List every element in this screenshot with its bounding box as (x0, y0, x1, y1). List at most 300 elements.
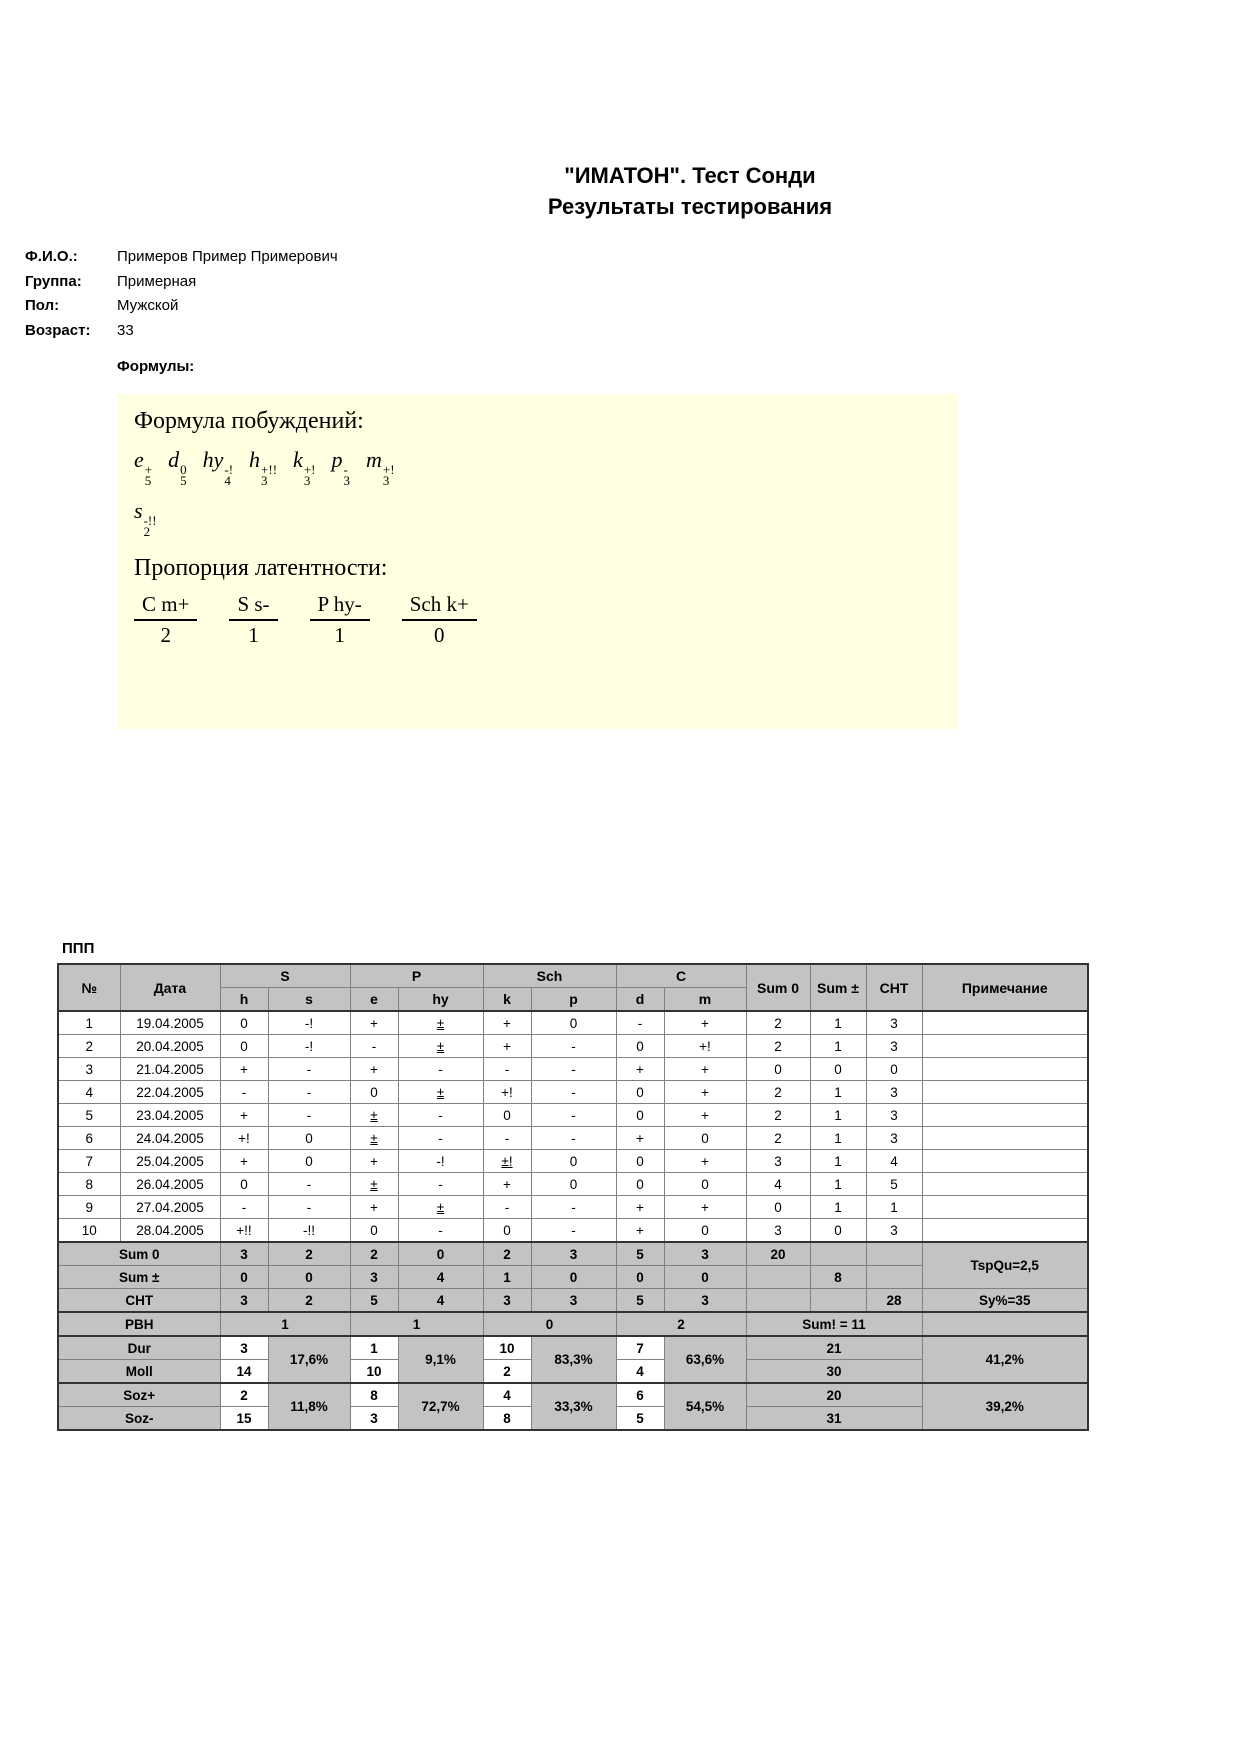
cell: + (350, 1150, 398, 1173)
cell (922, 1196, 1088, 1219)
cell: 0 (866, 1058, 922, 1081)
col-header-date: Дата (120, 964, 220, 1011)
table-row (58, 1035, 1088, 1058)
col-header-hy: hy (398, 988, 483, 1012)
cell: 0 (220, 1011, 268, 1035)
note-cell: 39,2% (922, 1383, 1088, 1430)
cell: + (350, 1058, 398, 1081)
cell: 72,7% (398, 1383, 483, 1430)
cell: 4 (398, 1289, 483, 1313)
cell (922, 1035, 1088, 1058)
cell (922, 1127, 1088, 1150)
formula-box (118, 394, 958, 729)
term-sub: 2 (143, 524, 151, 539)
col-header-e: e (350, 988, 398, 1012)
cell: - (531, 1127, 616, 1150)
cell (746, 1289, 810, 1313)
cell: 0 (398, 1242, 483, 1266)
summary-row-sozp (58, 1383, 1088, 1407)
summary-row-sum0 (58, 1242, 1088, 1266)
summary-row-rvn (58, 1312, 1088, 1336)
cell: - (398, 1219, 483, 1243)
cell: 2 (483, 1242, 531, 1266)
cell: + (350, 1011, 398, 1035)
formula-term: hy -! 4 (202, 447, 234, 488)
cell (810, 1242, 866, 1266)
cell: 8 (810, 1266, 866, 1289)
cell: 27.04.2005 (120, 1196, 220, 1219)
cell: 5 (616, 1242, 664, 1266)
col-header-cht: СНТ (866, 964, 922, 1011)
cell: - (350, 1035, 398, 1058)
cell: 10 (350, 1360, 398, 1384)
cell: +! (483, 1081, 531, 1104)
table-row (58, 1058, 1088, 1081)
table-row (58, 1173, 1088, 1196)
cell: 3 (531, 1242, 616, 1266)
page-title (140, 160, 1240, 222)
cell: 7 (58, 1150, 120, 1173)
term-sup: -! (224, 462, 234, 477)
summary-row-cht (58, 1289, 1088, 1313)
cell: 8 (58, 1173, 120, 1196)
cell: - (531, 1196, 616, 1219)
cell: - (268, 1173, 350, 1196)
cell: 21 (746, 1336, 922, 1360)
cell: 20 (746, 1242, 810, 1266)
cell: 0 (810, 1058, 866, 1081)
cell: 3 (350, 1266, 398, 1289)
fraction-denominator: 1 (248, 623, 259, 647)
note-cell (922, 1312, 1088, 1336)
term-sub: 3 (343, 473, 350, 488)
cell: 10 (483, 1336, 531, 1360)
col-header-m: m (664, 988, 746, 1012)
cell: + (616, 1219, 664, 1243)
cell: - (483, 1127, 531, 1150)
cell: 2 (483, 1360, 531, 1384)
table-row (58, 1150, 1088, 1173)
cell: 1 (483, 1266, 531, 1289)
term-sup: 0 (180, 462, 187, 477)
cell: - (268, 1196, 350, 1219)
fraction-denominator: 0 (434, 623, 445, 647)
term-sub: 5 (144, 473, 152, 488)
latency-fraction (402, 592, 477, 648)
cell: + (483, 1035, 531, 1058)
info-value: Мужской (117, 297, 179, 314)
row-label: Sum ± (58, 1266, 220, 1289)
cell: 25.04.2005 (120, 1150, 220, 1173)
cell: 3 (664, 1242, 746, 1266)
cell: - (531, 1058, 616, 1081)
cell: 0 (483, 1104, 531, 1127)
cell: 1 (866, 1196, 922, 1219)
col-header-no: № (58, 964, 120, 1011)
cell: 4 (58, 1081, 120, 1104)
cell: 2 (616, 1312, 746, 1336)
cell: 5 (616, 1289, 664, 1313)
cell: 1 (810, 1104, 866, 1127)
table-row (58, 1219, 1088, 1243)
cell: 1 (810, 1011, 866, 1035)
page-title-line2: Результаты тестирования (547, 194, 833, 219)
cell: 8 (483, 1407, 531, 1431)
cell: 11,8% (268, 1383, 350, 1430)
cell (810, 1289, 866, 1313)
cell: 3 (746, 1150, 810, 1173)
cell (922, 1058, 1088, 1081)
formulas-label: Формулы: (117, 358, 195, 375)
cell: 1 (58, 1011, 120, 1035)
cell: ±! (483, 1150, 531, 1173)
term-sup: -!! (143, 513, 157, 528)
cell: 0 (220, 1035, 268, 1058)
cell: 8 (350, 1383, 398, 1407)
cell: - (268, 1081, 350, 1104)
cell: 5 (58, 1104, 120, 1127)
table-row (58, 1011, 1088, 1035)
cell (866, 1266, 922, 1289)
cell: 0 (616, 1266, 664, 1289)
drive-formula-line1 (134, 447, 942, 486)
cell: + (483, 1011, 531, 1035)
cell: 5 (866, 1173, 922, 1196)
info-label: Группа: (25, 272, 82, 290)
cell: 5 (350, 1289, 398, 1313)
summary-row-dur (58, 1336, 1088, 1360)
formula-term: k +! 3 (293, 447, 316, 488)
cell: 3 (866, 1219, 922, 1243)
formula-term: e + 5 (134, 447, 153, 488)
cell: + (483, 1173, 531, 1196)
col-group-s: S (220, 964, 350, 988)
cell: -! (268, 1035, 350, 1058)
cell: + (616, 1196, 664, 1219)
term-sup: +!! (261, 462, 278, 477)
col-header-d: d (616, 988, 664, 1012)
cell: 2 (746, 1035, 810, 1058)
cell: 3 (220, 1242, 268, 1266)
col-header-s: s (268, 988, 350, 1012)
cell: 0 (664, 1266, 746, 1289)
term-sub: 3 (261, 473, 268, 488)
cell: 1 (350, 1336, 398, 1360)
cell: 0 (746, 1196, 810, 1219)
cell (922, 1081, 1088, 1104)
fraction-denominator: 1 (334, 623, 345, 647)
cell: 6 (616, 1383, 664, 1407)
cell: 1 (810, 1035, 866, 1058)
cell: 26.04.2005 (120, 1173, 220, 1196)
cell: 0 (483, 1312, 616, 1336)
cell (922, 1011, 1088, 1035)
cell: 23.04.2005 (120, 1104, 220, 1127)
cell: 3 (866, 1104, 922, 1127)
formula-term: m +! 3 (365, 447, 395, 488)
cell: 0 (268, 1266, 350, 1289)
cell: ± (398, 1196, 483, 1219)
cell: + (664, 1011, 746, 1035)
term-sub: 3 (303, 473, 311, 488)
term-sup: +! (382, 462, 395, 477)
fraction-numerator: Sch k+ (402, 592, 477, 621)
cell: - (483, 1058, 531, 1081)
cell: 22.04.2005 (120, 1081, 220, 1104)
cell: - (398, 1127, 483, 1150)
cell: 0 (268, 1127, 350, 1150)
cell: 1 (810, 1173, 866, 1196)
cell: 3 (866, 1035, 922, 1058)
formula-term: h +!! 3 (249, 447, 278, 488)
cell: - (268, 1058, 350, 1081)
info-row-age (25, 319, 338, 344)
cell: 28.04.2005 (120, 1219, 220, 1243)
latency-fraction (134, 592, 197, 648)
cell: 0 (531, 1173, 616, 1196)
cell: -!! (268, 1219, 350, 1243)
cell: 9,1% (398, 1336, 483, 1383)
cell: 0 (616, 1081, 664, 1104)
cell: 9 (58, 1196, 120, 1219)
formula-term: d 0 5 (168, 447, 187, 488)
cell: +!! (220, 1219, 268, 1243)
cell: 1 (810, 1196, 866, 1219)
cell (866, 1242, 922, 1266)
cell (922, 1173, 1088, 1196)
row-label: РВН (58, 1312, 220, 1336)
info-row-fio (25, 245, 338, 270)
cell: 63,6% (664, 1336, 746, 1383)
cell: - (220, 1081, 268, 1104)
cell: 6 (58, 1127, 120, 1150)
cell (746, 1266, 810, 1289)
cell: + (350, 1196, 398, 1219)
cell: 0 (220, 1173, 268, 1196)
cell: 0 (664, 1173, 746, 1196)
note-cell: TspQu=2,5 (922, 1242, 1088, 1289)
cell: 2 (58, 1035, 120, 1058)
cell: -! (398, 1150, 483, 1173)
info-value: 33 (117, 321, 134, 339)
results-table (57, 963, 1089, 1431)
cell: 31 (746, 1407, 922, 1431)
cell: ± (350, 1173, 398, 1196)
cell: ± (350, 1104, 398, 1127)
cell: 3 (483, 1289, 531, 1313)
info-row-group (25, 270, 338, 295)
cell: - (483, 1196, 531, 1219)
term-sub: 3 (382, 473, 390, 488)
cell: +! (220, 1127, 268, 1150)
cell: ± (398, 1081, 483, 1104)
fraction-numerator: P hy- (310, 592, 370, 621)
cell: - (398, 1058, 483, 1081)
row-label: Dur (58, 1336, 220, 1360)
fraction-numerator: C m+ (134, 592, 197, 621)
page-title-line1: "ИМАТОН". Тест Сонди (564, 163, 816, 188)
cell: 0 (483, 1219, 531, 1243)
cell: 1 (810, 1150, 866, 1173)
info-label: Возраст: (25, 321, 91, 339)
cell: 54,5% (664, 1383, 746, 1430)
table-caption: ППП (62, 940, 95, 957)
cell: 3 (866, 1127, 922, 1150)
cell: + (664, 1196, 746, 1219)
cell: 0 (268, 1150, 350, 1173)
table-row (58, 1196, 1088, 1219)
cell: ± (350, 1127, 398, 1150)
cell: - (531, 1035, 616, 1058)
latency-fractions (134, 592, 942, 648)
cell: 0 (810, 1219, 866, 1243)
cell: 10 (58, 1219, 120, 1243)
row-label: Moll (58, 1360, 220, 1384)
cell: + (220, 1150, 268, 1173)
cell: 1 (810, 1081, 866, 1104)
term-sup: + (144, 462, 153, 477)
cell: 3 (866, 1081, 922, 1104)
cell: 2 (268, 1242, 350, 1266)
col-header-sumpm: Sum ± (810, 964, 866, 1011)
cell: 0 (220, 1266, 268, 1289)
cell: 2 (746, 1127, 810, 1150)
cell: 1 (350, 1312, 483, 1336)
cell: 0 (350, 1219, 398, 1243)
table-row (58, 1127, 1088, 1150)
cell: 19.04.2005 (120, 1011, 220, 1035)
cell (922, 1219, 1088, 1243)
col-group-p: P (350, 964, 483, 988)
cell: - (616, 1011, 664, 1035)
col-header-sum0: Sum 0 (746, 964, 810, 1011)
cell: 2 (746, 1104, 810, 1127)
cell: 15 (220, 1407, 268, 1431)
drive-formula-line2 (134, 498, 942, 537)
cell: 4 (866, 1150, 922, 1173)
cell: 0 (350, 1081, 398, 1104)
cell: 3 (220, 1289, 268, 1313)
cell: 2 (268, 1289, 350, 1313)
fraction-numerator: S s- (229, 592, 277, 621)
cell (922, 1104, 1088, 1127)
cell: 3 (58, 1058, 120, 1081)
cell: 0 (531, 1266, 616, 1289)
cell: 2 (746, 1011, 810, 1035)
cell: 5 (616, 1407, 664, 1431)
formula-term: p - 3 (331, 447, 350, 488)
cell: 28 (866, 1289, 922, 1313)
col-group-c: C (616, 964, 746, 988)
cell: 2 (350, 1242, 398, 1266)
table-row (58, 1081, 1088, 1104)
cell: 4 (398, 1266, 483, 1289)
cell: - (531, 1219, 616, 1243)
info-value: Примеров Пример Примерович (117, 248, 338, 265)
cell: 33,3% (531, 1383, 616, 1430)
info-label: Пол: (25, 297, 60, 314)
cell: - (531, 1104, 616, 1127)
cell: 0 (664, 1219, 746, 1243)
cell: 2 (220, 1383, 268, 1407)
cell: - (398, 1173, 483, 1196)
cell: 21.04.2005 (120, 1058, 220, 1081)
cell: 4 (616, 1360, 664, 1384)
col-header-p: p (531, 988, 616, 1012)
cell: 83,3% (531, 1336, 616, 1383)
cell: 24.04.2005 (120, 1127, 220, 1150)
cell: ± (398, 1011, 483, 1035)
cell: 3 (746, 1219, 810, 1243)
cell: 3 (866, 1011, 922, 1035)
cell: 0 (616, 1173, 664, 1196)
cell: - (531, 1081, 616, 1104)
cell: 3 (531, 1289, 616, 1313)
col-group-sch: Sch (483, 964, 616, 988)
cell: 30 (746, 1360, 922, 1384)
cell: + (616, 1058, 664, 1081)
cell: - (398, 1104, 483, 1127)
term-sub: 4 (224, 473, 231, 488)
cell: 20.04.2005 (120, 1035, 220, 1058)
cell: + (664, 1104, 746, 1127)
cell: 1 (810, 1127, 866, 1150)
row-label: Soz+ (58, 1383, 220, 1407)
info-value: Примерная (117, 272, 197, 290)
col-header-k: k (483, 988, 531, 1012)
note-cell: 41,2% (922, 1336, 1088, 1383)
cell: 0 (531, 1150, 616, 1173)
info-label: Ф.И.О.: (25, 248, 78, 265)
note-cell: Sy%=35 (922, 1289, 1088, 1313)
cell: 2 (746, 1081, 810, 1104)
cell: 0 (531, 1011, 616, 1035)
latency-title: Пропорция латентности: (134, 555, 388, 581)
info-row-sex (25, 294, 338, 319)
col-header-h: h (220, 988, 268, 1012)
cell: ± (398, 1035, 483, 1058)
term-sup: - (343, 462, 348, 477)
cell: + (616, 1127, 664, 1150)
cell: + (664, 1058, 746, 1081)
cell: 17,6% (268, 1336, 350, 1383)
cell: 7 (616, 1336, 664, 1360)
cell: 4 (746, 1173, 810, 1196)
cell: 3 (350, 1407, 398, 1431)
cell: 0 (616, 1104, 664, 1127)
cell: -! (268, 1011, 350, 1035)
cell: - (220, 1196, 268, 1219)
cell: +! (664, 1035, 746, 1058)
formula-term: s -!! 2 (134, 498, 157, 539)
drive-formula-title: Формула побуждений: (134, 408, 364, 434)
cell: + (220, 1104, 268, 1127)
row-label: Soz- (58, 1407, 220, 1431)
cell: 4 (483, 1383, 531, 1407)
term-sub: 5 (180, 473, 187, 488)
row-label: Sum 0 (58, 1242, 220, 1266)
cell: 3 (220, 1336, 268, 1360)
cell: + (220, 1058, 268, 1081)
cell: + (664, 1150, 746, 1173)
results-table-wrap (57, 963, 1089, 1431)
latency-fraction (310, 592, 370, 648)
cell: 0 (746, 1058, 810, 1081)
cell: 1 (220, 1312, 350, 1336)
cell: 3 (664, 1289, 746, 1313)
col-header-note: Примечание (922, 964, 1088, 1011)
latency-fraction (229, 592, 277, 648)
